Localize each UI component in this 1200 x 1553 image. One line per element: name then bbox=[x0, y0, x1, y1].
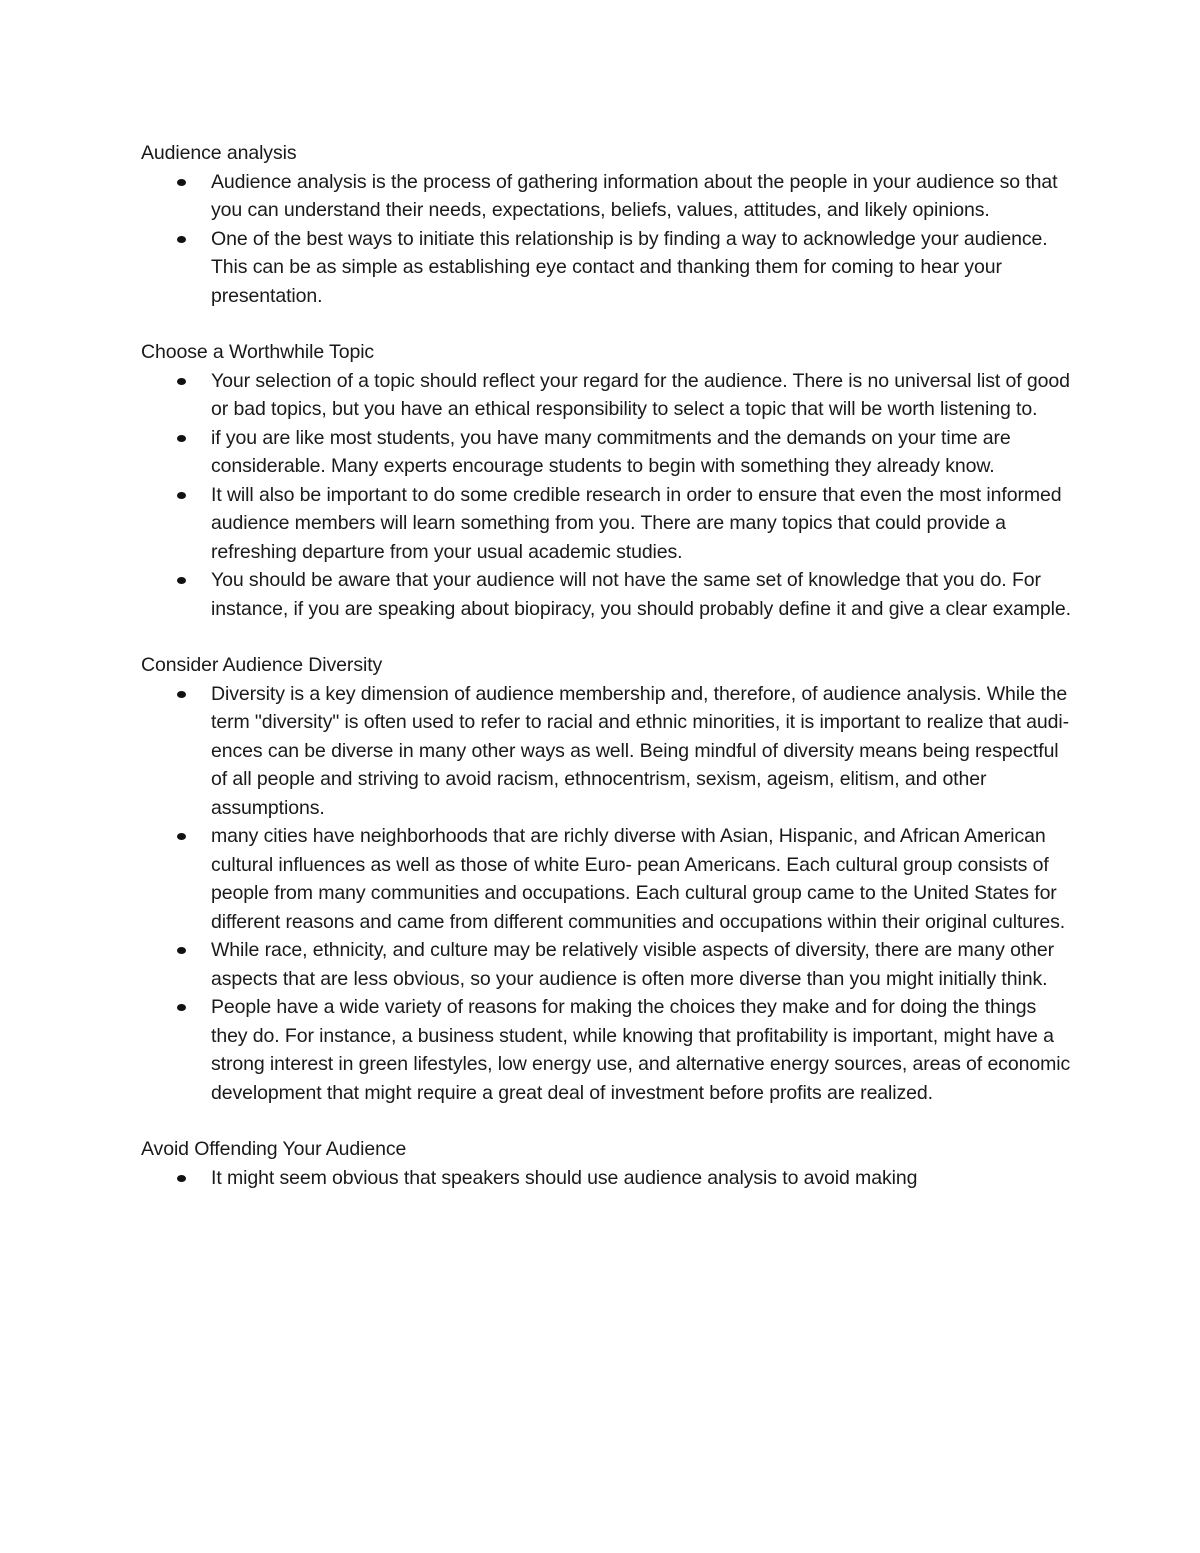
section-avoid-offending bbox=[141, 1135, 1071, 1192]
bullet-icon bbox=[177, 179, 186, 186]
list-item-text: Diversity is a key dimension of audience membership and, therefore, of audience analysis. While the term "diversity" is often used to refer to racial and ethnic minorities, it is important to realize that audi- ences can be diverse in many other ways as well. Being mindful of diversity means being respectful of all people and striving to avoid racism, ethnocentrism, sexism, ageism, elitism, and other assumptions. bbox=[211, 682, 1069, 819]
section-heading: Avoid Offending Your Audience bbox=[141, 1138, 407, 1160]
bullet-icon bbox=[177, 492, 186, 499]
list-item-text: You should be aware that your audience will not have the same set of knowledge that you do. For instance, if you are speaking about biopiracy, you should probably define it and give a clear example. bbox=[211, 569, 1071, 620]
bullet-icon bbox=[177, 833, 186, 840]
list-item bbox=[211, 936, 1071, 993]
list-item bbox=[211, 225, 1071, 311]
section-heading: Choose a Worthwhile Topic bbox=[141, 341, 375, 363]
list-item-text: It might seem obvious that speakers should use audience analysis to avoid making bbox=[211, 1166, 918, 1189]
list-item bbox=[211, 993, 1071, 1107]
section-audience-diversity bbox=[141, 651, 1071, 1107]
list-item-text: While race, ethnicity, and culture may be relatively visible aspects of diversity, there are many other aspects that are less obvious, so your audience is often more diverse than you might initially think. bbox=[211, 939, 1055, 990]
bullet-list bbox=[141, 680, 1071, 1108]
bullet-icon bbox=[177, 236, 186, 243]
list-item-text: Audience analysis is the process of gathering information about the people in your audience so that you can understand their needs, expectations, beliefs, values, attitudes, and likely opinions. bbox=[211, 170, 1058, 221]
list-item bbox=[211, 424, 1071, 481]
bullet-icon bbox=[177, 947, 186, 954]
document-page bbox=[141, 139, 1071, 1220]
list-item bbox=[211, 168, 1071, 225]
section-heading: Audience analysis bbox=[141, 142, 297, 164]
list-item-text: Your selection of a topic should reflect your regard for the audience. There is no universal list of good or bad topics, but you have an ethical responsibility to select a topic that will be worth listening to. bbox=[211, 369, 1070, 420]
section-audience-analysis bbox=[141, 139, 1071, 310]
bullet-icon bbox=[177, 378, 186, 385]
bullet-icon bbox=[177, 1175, 186, 1182]
list-item bbox=[211, 1164, 1071, 1193]
section-choose-topic bbox=[141, 338, 1071, 623]
list-item-text: One of the best ways to initiate this relationship is by finding a way to acknowledge your audience. This can be as simple as establishing eye contact and thanking them for coming to hear your presentation. bbox=[211, 227, 1048, 307]
list-item-text: many cities have neighborhoods that are richly diverse with Asian, Hispanic, and African American cultural influences as well as those of white Euro- pean Americans. Each cultural group consists of people from many communities and occupations. Each cultural group came to the United States for different reasons and came from different communities and occupations within their original cultures. bbox=[211, 825, 1066, 933]
bullet-list bbox=[141, 1164, 1071, 1193]
bullet-icon bbox=[177, 435, 186, 442]
list-item bbox=[211, 822, 1071, 936]
bullet-icon bbox=[177, 691, 186, 698]
bullet-list bbox=[141, 367, 1071, 624]
bullet-icon bbox=[177, 577, 186, 584]
list-item-text: if you are like most students, you have many commitments and the demands on your time are considerable. Many experts encourage students to begin with something they already know. bbox=[211, 426, 1011, 477]
list-item bbox=[211, 481, 1071, 567]
section-heading: Consider Audience Diversity bbox=[141, 654, 383, 676]
list-item bbox=[211, 566, 1071, 623]
bullet-icon bbox=[177, 1004, 186, 1011]
list-item bbox=[211, 680, 1071, 823]
list-item-text: It will also be important to do some credible research in order to ensure that even the most informed audience members will learn something from you. There are many topics that could provide a refreshing departure from your usual academic studies. bbox=[211, 483, 1062, 563]
list-item-text: People have a wide variety of reasons for making the choices they make and for doing the things they do. For instance, a business student, while knowing that profitability is important, might have a strong interest in green lifestyles, low energy use, and alternative energy sources, areas of economic development that might require a great deal of investment before profits are realized. bbox=[211, 996, 1071, 1104]
list-item bbox=[211, 367, 1071, 424]
bullet-list bbox=[141, 168, 1071, 311]
